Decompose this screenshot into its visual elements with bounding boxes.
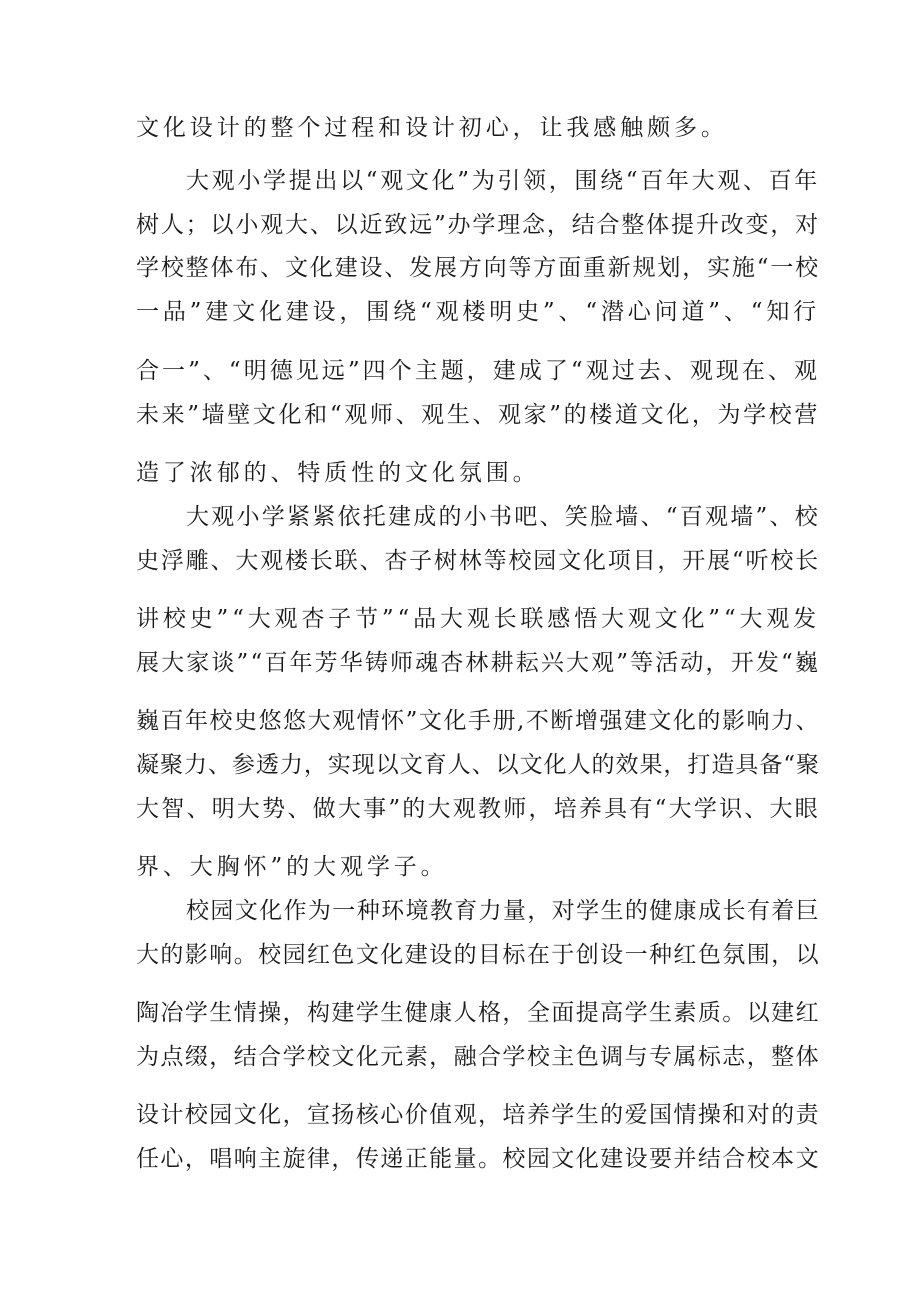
text-line: 设计校园文化，宣扬核心价值观，培养学生的爱国情操和对的责 [136,1102,820,1128]
text-line: 大观小学提出以“观文化”为引领，围绕“百年大观、百年 [186,168,820,194]
text-line: 一品”建文化建设，围绕“观楼明史”、“潜心问道”、“知行 [136,299,820,325]
text-line: 树人；以小观大、以近致远”办学理念，结合整体提升改变，对 [136,212,820,238]
text-line: 界、大胸怀”的大观学子。 [136,854,448,880]
text-line: 大智、明大势、做大事”的大观教师，培养具有“大学识、大眼 [136,796,820,822]
text-line: 未来”墙壁文化和“观师、观生、观家”的楼道文化，为学校营 [136,402,820,428]
text-line: 大的影响。校园红色文化建设的目标在于创设一种红色氛围，以 [136,942,820,968]
text-line: 凝聚力、参透力，实现以文育人、以文化人的效果，打造具备“聚 [136,752,820,778]
text-line: 为点缀，结合学校文化元素，融合学校主色调与专属标志，整体 [136,1044,820,1070]
text-line: 学校整体布、文化建设、发展方向等方面重新规划，实施“一校 [136,255,820,281]
text-line: 大观小学紧紧依托建成的小书吧、笑脸墙、“百观墙”、校 [186,504,820,530]
text-line: 任心，唱响主旋律，传递正能量。校园文化建设要并结合校本文 [136,1146,820,1172]
text-line: 史浮雕、大观楼长联、杏子树林等校园文化项目，开展“听校长 [136,548,820,574]
text-line: 文化设计的整个过程和设计初心，让我感触颇多。 [136,115,728,141]
text-line: 讲校史”“大观杏子节”“品大观长联感悟大观文化”“大观发 [136,606,820,632]
text-line: 校园文化作为一种环境教育力量，对学生的健康成长有着巨 [186,898,820,924]
text-line: 合一”、“明德见远”四个主题，建成了“观过去、观现在、观 [136,358,820,384]
text-line: 巍百年校史悠悠大观情怀”文化手册,不断增强建文化的影响力、 [136,708,820,734]
text-line: 展大家谈”“百年芳华铸师魂杏林耕耘兴大观”等活动，开发“巍 [136,650,820,676]
text-line: 陶冶学生情操，构建学生健康人格，全面提高学生素质。以建红 [136,1000,820,1026]
text-line: 造了浓郁的、特质性的文化氛围。 [136,460,540,486]
